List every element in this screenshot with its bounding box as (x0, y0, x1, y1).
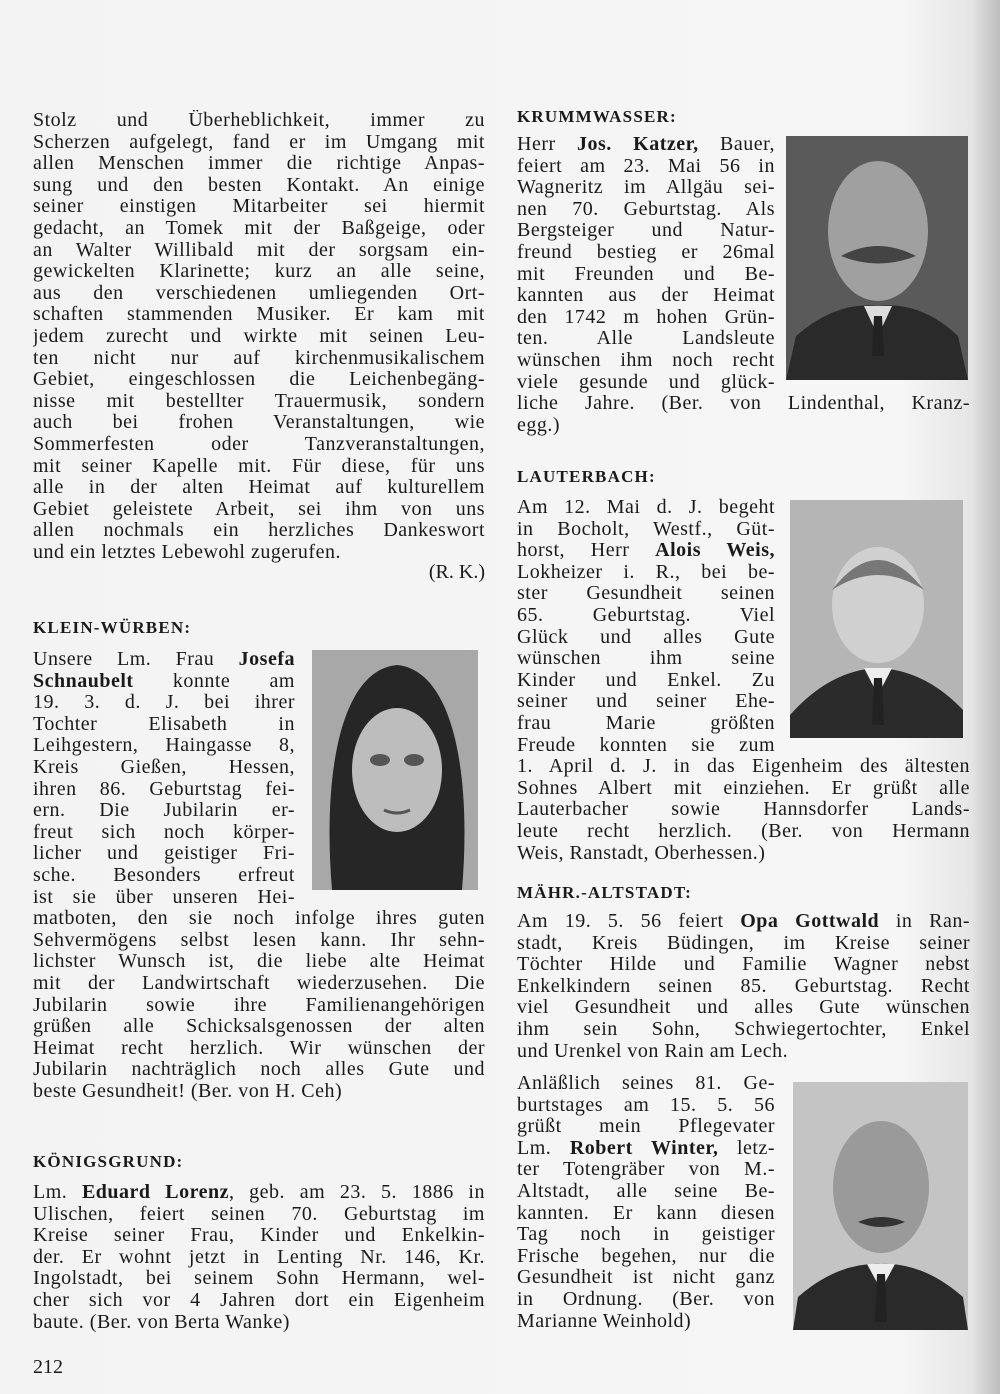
text-line: Sommerfesten oder Tanzveranstaltungen, (33, 433, 485, 455)
text-line: und Urenkel von Rain am Lech. (517, 1039, 789, 1062)
text-line: Leihgestern, Haingasse 8, (33, 735, 295, 757)
text-line: nen 70. Geburtstag. Als (517, 198, 775, 220)
bold-name: Robert Winter, (569, 1137, 719, 1159)
text-line: ten. Alle Landsleute (517, 328, 775, 350)
text-line: ern. Die Jubilarin er- (33, 800, 295, 822)
text-line: Lokheizer i. R., bei be- (517, 561, 775, 583)
maehr-altstadt-second-paragraph (517, 1073, 775, 1332)
text-line: in Bocholt, Westf., Güt- (517, 518, 775, 540)
text-line: Wagneritz im Allgäu sei- (517, 177, 775, 199)
text-line: 65. Geburtstag. Viel (517, 604, 775, 626)
text-line: Frische begehen, nur die (517, 1245, 775, 1267)
text-line: baute. (Ber. von Berta Wanke) (33, 1310, 290, 1333)
section-heading-koenigsgrund: KÖNIGSGRUND: (33, 1152, 184, 1171)
text-line: Bergsteiger und Natur- (517, 220, 775, 242)
text-line: lichster Wunsch ist, die liebe alte Heimat (33, 951, 485, 973)
text-line: Enkelkindern seinen 85. Geburtstag. Recht (517, 975, 970, 997)
text-line: aus den verschiedenen umliegenden Ort- (33, 282, 485, 304)
text-line: Marianne Weinhold) (517, 1309, 692, 1332)
text-line: licher und geistiger Fri- (33, 843, 295, 865)
text-line: allen nochmals ein herzliches Dankeswort (33, 520, 485, 542)
text-line: Tag noch in geistiger (517, 1224, 775, 1246)
text-line: Glück und alles Gute (517, 626, 775, 648)
text-line: gewickelten Klarinette; kurz an alle seine, (33, 261, 485, 283)
text-line: Töchter Hilde und Familie Wagner nebst (517, 954, 970, 976)
text-line: wünschen ihm seine (517, 648, 775, 670)
section-heading-klein-wuerben: KLEIN-WÜRBEN: (33, 618, 192, 637)
text-line: seiner einstigen Mitarbeiter sei hiermit (33, 196, 485, 218)
text-line: an Walter Willibald mit der sorgsam ein- (33, 239, 485, 261)
text-line: Scherzen aufgelegt, fand er im Umgang mit (33, 131, 485, 153)
text-line: den 1742 m hohen Grün- (517, 306, 775, 328)
text-line: grüßen alle Schicksalsgenossen der alten (33, 1016, 485, 1038)
text-line: und ein letztes Lebewohl zugerufen. (33, 540, 341, 563)
text-line: mit seiner Kapelle mit. Für diese, für uns (33, 455, 485, 477)
text-line: Herr Jos. Katzer, Bauer, (517, 134, 775, 155)
page-number: 212 (33, 1356, 63, 1378)
section-heading-maehr-altstadt: MÄHR.-ALTSTADT: (517, 883, 692, 902)
text-line: sung und den besten Kontakt. An einige (33, 174, 485, 196)
text-line: Kreise seiner Frau, Kinder und Enkelkin- (33, 1225, 485, 1247)
text-line: mit Freunden und Be- (517, 263, 775, 285)
text-line: ten nicht nur auf kirchenmusikalischem (33, 347, 485, 369)
text-line: Gebiet geleistete Arbeit, sei ihm von uns (33, 498, 485, 520)
text-line: Anläßlich seines 81. Ge- (517, 1073, 775, 1094)
text-line: feiert am 23. Mai 56 in (517, 155, 775, 177)
text-line: horst, Herr Alois Weis, (517, 540, 775, 562)
portrait-photo-robert-winter (793, 1082, 968, 1330)
text-line: seiner und seiner Ehe- (517, 691, 775, 713)
bold-name: Eduard Lorenz (81, 1182, 229, 1203)
text-line: beste Gesundheit! (Ber. von H. Ceh) (33, 1079, 343, 1102)
text-line: alle in der alten Heimat auf kulturellem (33, 477, 485, 499)
text-line: Lm. Robert Winter, letz- (517, 1137, 775, 1159)
text-line: gedacht, an Tomek mit der Baßgeige, oder (33, 217, 485, 239)
text-line: Lauterbacher sowie Hannsdorfer Lands- (517, 799, 970, 821)
bold-name: Josefa (238, 649, 295, 670)
text-line: ter Totengräber von M.- (517, 1159, 775, 1181)
text-line: Kinder und Enkel. Zu (517, 669, 775, 691)
text-line: Stolz und Überheblichkeit, immer zu (33, 110, 485, 131)
intro-paragraph (33, 110, 485, 563)
text-line: Kreis Gießen, Hessen, (33, 756, 295, 778)
text-line: burtstages am 15. 5. 56 (517, 1094, 775, 1116)
text-line: sche. Besonders erfreut (33, 864, 295, 886)
bold-name: Alois Weis, (655, 540, 775, 562)
text-line: grüßt mein Pflegevater (517, 1116, 775, 1138)
text-line: matboten, den sie noch infolge ihres guten (33, 908, 485, 930)
text-line: viel Gesundheit und alles Gute wünschen (517, 997, 970, 1019)
text-line: egg.) (517, 413, 561, 436)
maehr-altstadt-paragraph (517, 911, 970, 1062)
text-line: ihm sein Sohn, Schwiegertochter, Enkel (517, 1018, 970, 1040)
text-line: Am 19. 5. 56 feiert Opa Gottwald in Ran- (517, 911, 970, 932)
bold-name: Jos. Katzer, (577, 134, 699, 155)
bold-name: Opa Gottwald (740, 911, 880, 932)
text-line: freut sich noch körper- (33, 821, 295, 843)
text-line: freund bestieg er 26mal (517, 241, 775, 263)
text-line: liche Jahre. (Ber. von Lindenthal, Kranz- (517, 393, 970, 415)
text-line: mit der Landwirtschaft wiederzusehen. Die (33, 972, 485, 994)
text-line: Gebiet, eingeschlossen die Leichenbegäng- (33, 369, 485, 391)
text-line: schaften stammenden Musiker. Er kam mit (33, 304, 485, 326)
text-line: Heimat recht herzlich. Wir wünschen der (33, 1037, 485, 1059)
portrait-photo-jos-katzer (786, 136, 968, 380)
text-line: Am 12. Mai d. J. begeht (517, 497, 775, 518)
text-line: Sohnes Albert mit einziehen. Er grüßt alle (517, 777, 970, 799)
text-line: frau Marie größten (517, 712, 775, 734)
text-line: Gesundheit ist nicht ganz (517, 1267, 775, 1289)
text-line: cher sich vor 4 Jahren dort ein Eigenheim (33, 1289, 485, 1311)
text-line: allen Menschen immer die richtige Anpas- (33, 153, 485, 175)
text-line: kannten. Er kann diesen (517, 1202, 775, 1224)
text-line: wünschen ihm noch recht (517, 349, 775, 371)
text-line: jedem zurecht und wirkte mit seinen Leu- (33, 325, 485, 347)
text-line: Unsere Lm. Frau Josefa (33, 649, 295, 670)
text-line: in Ordnung. (Ber. von (517, 1288, 775, 1310)
text-line: Weis, Ranstadt, Oberhessen.) (517, 841, 766, 864)
bold-name: Schnaubelt (33, 670, 134, 692)
text-line: Freude konnten sie zum (517, 734, 775, 756)
portrait-photo-josefa-schnaubelt (312, 650, 478, 890)
text-line: ihren 86. Geburtstag fei- (33, 778, 295, 800)
text-line: kannten aus der Heimat (517, 285, 775, 307)
text-line: Ulischen, feiert seinen 70. Geburtstag im (33, 1203, 485, 1225)
portrait-photo-alois-weis (790, 500, 963, 738)
text-line: 19. 3. d. J. bei ihrer (33, 692, 295, 714)
text-line: auch bei frohen Veranstaltungen, wie (33, 412, 485, 434)
text-line: Ingolstadt, bei seinem Sohn Hermann, wel- (33, 1268, 485, 1290)
text-line: Jubilarin sowie ihre Familienangehörigen (33, 994, 485, 1016)
text-line: 1. April d. J. in das Eigenheim des ältesten (517, 756, 970, 778)
text-line: ster Gesundheit seinen (517, 583, 775, 605)
section-heading-lauterbach: LAUTERBACH: (517, 467, 656, 486)
text-line: viele gesunde und glück- (517, 371, 775, 393)
section-heading-krummwasser: KRUMMWASSER: (517, 107, 677, 126)
text-line: der. Er wohnt jetzt in Lenting Nr. 146, Kr. (33, 1246, 485, 1268)
text-line: Tochter Elisabeth in (33, 713, 295, 735)
text-line: Sehvermögens selbst lesen kann. Ihr sehn- (33, 929, 485, 951)
signature: (R. K.) (428, 561, 485, 583)
text-line: Jubilarin nachträglich noch alles Gute und (33, 1059, 485, 1081)
text-line: Schnaubelt konnte am (33, 670, 295, 692)
koenigsgrund-paragraph (33, 1182, 485, 1333)
text-line: stadt, Kreis Büdingen, im Kreise seiner (517, 932, 970, 954)
text-line: ist sie über unseren Hei- (33, 886, 295, 908)
text-line: nisse mit bestellter Trauermusik, sondern (33, 390, 485, 412)
text-line: Altstadt, alle seine Be- (517, 1180, 775, 1202)
text-line: Lm. Eduard Lorenz, geb. am 23. 5. 1886 in (33, 1182, 485, 1203)
text-line: leute recht herzlich. (Ber. von Hermann (517, 820, 970, 842)
